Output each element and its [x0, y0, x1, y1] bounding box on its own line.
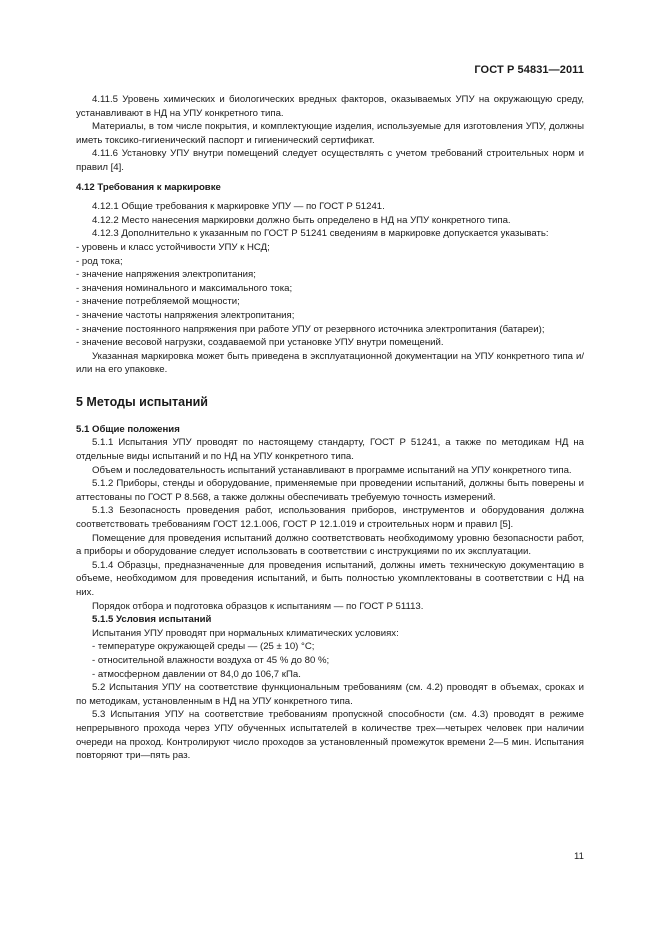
paragraph: 4.11.5 Уровень химических и биологических вредных факторов, оказываемых УПУ на окружающую среду, устанавливают в НД на УПУ конкретного типа. — [76, 94, 584, 119]
section-heading: 4.12 Требования к маркировке — [76, 181, 221, 193]
paragraph: 4.12.1 Общие требования к маркировке УПУ — по ГОСТ Р 51241. — [92, 201, 385, 213]
paragraph: 5.1.2 Приборы, стенды и оборудование, применяемые при проведении испытаний, должны быть поверены и аттестованы по ГОСТ Р 8.568, а также должны обеспечивать требуемую точность измерений. — [76, 478, 584, 503]
paragraph: - род тока; — [76, 255, 123, 267]
paragraph: - значения номинального и максимального тока; — [76, 282, 293, 294]
paragraph: 4.11.6 Установку УПУ внутри помещений следует осуществлять с учетом требований строительных норм и правил [4]. — [76, 148, 584, 173]
paragraph: 5.1.4 Образцы, предназначенные для проведения испытаний, должны иметь техническую документацию в объеме, необходимом для проведения испытаний, и быть полностью укомплектованы в соответствии с НД на них. — [76, 559, 584, 598]
paragraph: 5.1.1 Испытания УПУ проводят по настоящему стандарту, ГОСТ Р 51241, а также по методикам НД на отдельные виды испытаний и по НД на УПУ конкретного типа. — [76, 437, 584, 463]
paragraph: Указанная маркировка может быть приведена в эксплуатационной документации на УПУ конкретного типа и/или на его упаковке. — [76, 350, 584, 376]
paragraph: - температуре окружающей среды — (25 ± 10) °С; — [92, 641, 315, 653]
paragraph: 4.12.2 Место нанесения маркировки должно быть определено в НД на УПУ конкретного типа. — [92, 214, 511, 226]
section-heading: 5.1.5 Условия испытаний — [92, 614, 212, 626]
document-body — [76, 93, 584, 763]
section-heading: 5.1 Общие положения — [76, 423, 180, 435]
paragraph: Испытания УПУ проводят при нормальных климатических условиях: — [92, 627, 399, 639]
paragraph: - значение потребляемой мощности; — [76, 296, 240, 308]
paragraph: 5.1.3 Безопасность проведения работ, использования приборов, инструментов и оборудования должна соответствовать требованиям ГОСТ 12.1.006, ГОСТ Р 12.1.019 и строительных норм и правил [5]. — [76, 505, 584, 531]
paragraph: - значение частоты напряжения электропитания; — [76, 309, 295, 321]
document-code-header: ГОСТ Р 54831—2011 — [474, 64, 584, 76]
page-number: 11 — [574, 851, 584, 862]
paragraph: Помещение для проведения испытаний должно соответствовать необходимому уровню безопасности работ, а приборы и оборудование следует использовать в соответствии с инструкциями по их эксплуатации. — [76, 532, 584, 558]
paragraph: - уровень и класс устойчивости УПУ к НСД; — [76, 241, 270, 253]
paragraph: - относительной влажности воздуха от 45 % до 80 %; — [92, 654, 330, 666]
paragraph: - значение постоянного напряжения при работе УПУ от резервного источника электропитания (батареи); — [76, 323, 545, 335]
paragraph: Материалы, в том числе покрытия, и комплектующие изделия, используемые для изготовления УПУ, должны иметь токсико-гигиенический паспорт и гигиенический сертификат. — [76, 121, 584, 146]
section-heading: 5 Методы испытаний — [76, 394, 208, 409]
paragraph: - значение весовой нагрузки, создаваемой при установке УПУ внутри помещений. — [76, 337, 444, 349]
paragraph: 5.3 Испытания УПУ на соответствие требованиям пропускной способности (см. 4.3) проводят в режиме непрерывного прохода через УПУ обученных испытателей в количестве трех—четырех человек при наличии очереди на проход. Контролируют число проходов за установленный промежуток времени 2—5 мин. Испытания повторяют три—пять раз. — [76, 709, 584, 762]
paragraph: - атмосферном давлении от 84,0 до 106,7 кПа. — [92, 668, 301, 680]
paragraph: - значение напряжения электропитания; — [76, 269, 256, 281]
paragraph: Порядок отбора и подготовка образцов к испытаниям — по ГОСТ Р 51113. — [92, 600, 424, 612]
paragraph: 4.12.3 Дополнительно к указанным по ГОСТ Р 51241 сведениям в маркировке допускается указывать: — [92, 228, 549, 240]
paragraph: 5.2 Испытания УПУ на соответствие функциональным требованиям (см. 4.2) проводят в объемах, сроках и по методикам, установленным в НД на УПУ конкретного типа. — [76, 682, 584, 707]
paragraph: Объем и последовательность испытаний устанавливают в программе испытаний на УПУ конкретного типа. — [92, 464, 572, 476]
